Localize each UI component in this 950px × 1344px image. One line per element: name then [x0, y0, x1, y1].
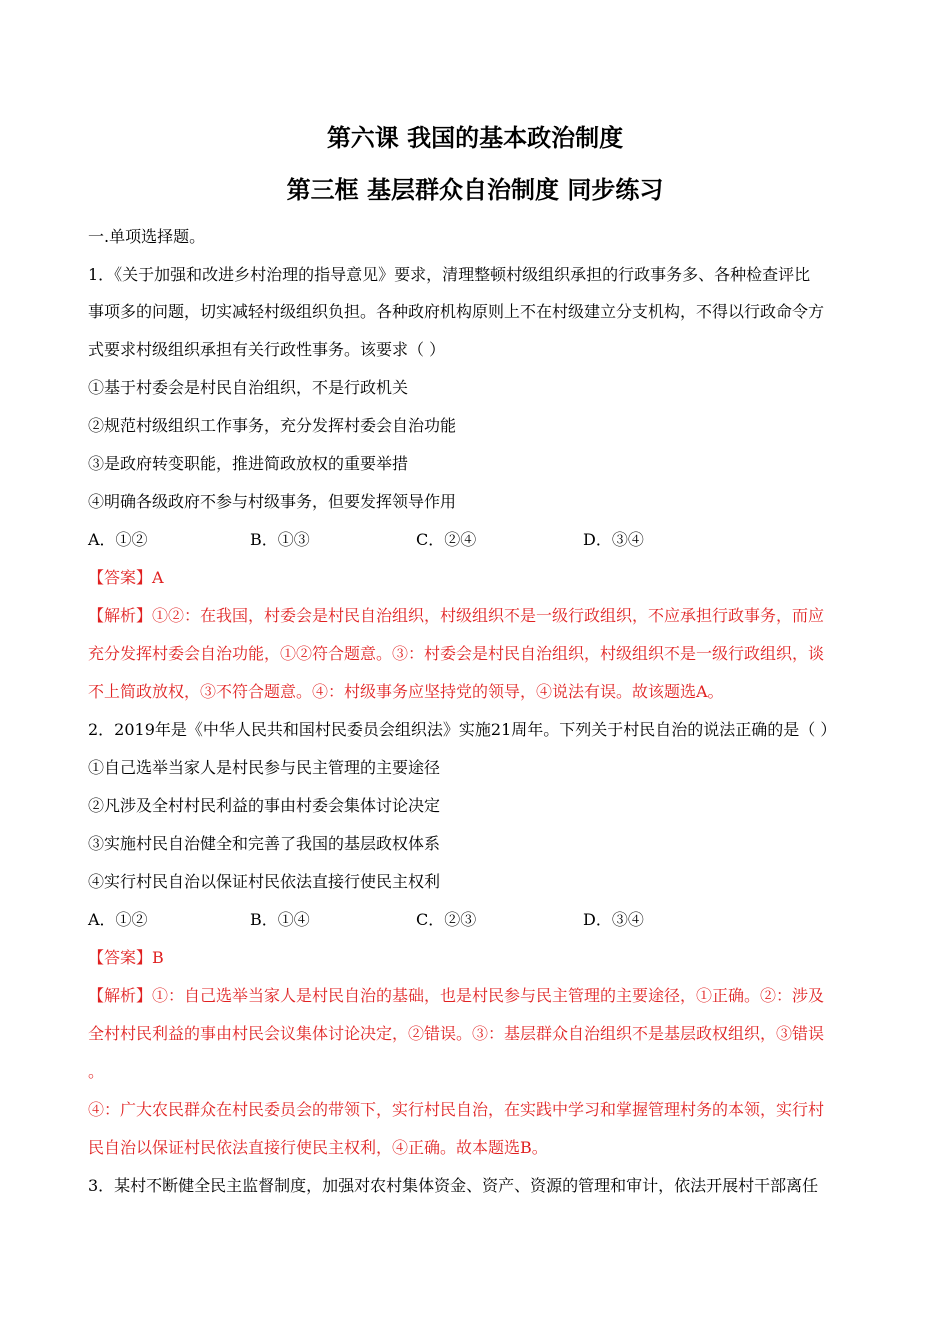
q2-stem-line: 2．2019年是《中华人民共和国村民委员会组织法》实施21周年。下列关于村民自治的说法正确的是（ ）	[88, 720, 837, 739]
analysis-text: ①②：在我国，村委会是村民自治组织，村级组织不是一级行政组织，不应承担行政事务，而应	[152, 606, 825, 625]
q2-analysis-line: 。	[88, 1062, 105, 1081]
q2-statement-4: ④实行村民自治以保证村民依法直接行使民主权利	[88, 872, 441, 891]
q1-analysis-line: 不上简政放权，③不符合题意。④：村级事务应坚持党的领导，④说法有误。故该题选A。	[88, 682, 724, 701]
q1-statement-2: ②规范村级组织工作事务，充分发挥村委会自治功能	[88, 416, 457, 435]
q1-option-a: A．①②	[88, 530, 148, 549]
q1-statement-4: ④明确各级政府不参与村级事务，但要发挥领导作用	[88, 492, 457, 511]
q2-statement-1: ①自己选举当家人是村民参与民主管理的主要途径	[88, 758, 441, 777]
answer-tag: 【答案】	[88, 568, 153, 587]
section-title: 第三框 基层群众自治制度 同步练习	[286, 176, 664, 204]
q1-stem-line: 1．《关于加强和改进乡村治理的指导意见》要求，清理整顿村级组织承担的行政事务多、各种检查评比	[88, 265, 811, 284]
lesson-title: 第六课 我国的基本政治制度	[326, 124, 624, 152]
analysis-tag: 【解析】	[88, 606, 153, 625]
q2-answer	[88, 946, 863, 970]
q1-statement-1: ①基于村委会是村民自治组织，不是行政机关	[88, 378, 409, 397]
q1-analysis-line	[88, 604, 863, 628]
q1-option-c: C．②④	[416, 530, 477, 549]
q1-option-b: B．①③	[250, 530, 310, 549]
analysis-tag: 【解析】	[88, 986, 153, 1005]
q2-statement-3: ③实施村民自治健全和完善了我国的基层政权体系	[88, 834, 441, 853]
q1-statement-3: ③是政府转变职能，推进简政放权的重要举措	[88, 454, 409, 473]
q2-statement-2: ②凡涉及全村村民利益的事由村委会集体讨论决定	[88, 796, 441, 815]
answer-value: A	[152, 568, 164, 587]
q2-analysis-line	[88, 984, 863, 1008]
analysis-text: ①：自己选举当家人是村民自治的基础，也是村民参与民主管理的主要途径，①正确。②：涉及	[152, 986, 825, 1005]
answer-tag: 【答案】	[88, 948, 153, 967]
q2-analysis-line: 全村村民利益的事由村民会议集体讨论决定，②错误。③：基层群众自治组织不是基层政权组织，③错误	[88, 1024, 825, 1043]
q1-stem-line: 事项多的问题，切实减轻村级组织负担。各种政府机构原则上不在村级建立分支机构，不得以行政命令方	[88, 302, 825, 321]
q1-answer	[88, 566, 863, 590]
q1-stem-line: 式要求村级组织承担有关行政性事务。该要求（ ）	[88, 340, 446, 359]
question-type-heading: 一.单项选择题。	[88, 227, 206, 246]
q2-analysis-line: ④：广大农民群众在村民委员会的带领下，实行村民自治，在实践中学习和掌握管理村务的本领，实行村	[88, 1100, 825, 1119]
q2-option-d: D．③④	[583, 910, 644, 929]
answer-value: B	[152, 948, 164, 967]
q2-option-c: C．②③	[416, 910, 477, 929]
q1-option-d: D．③④	[583, 530, 644, 549]
q2-option-a: A．①②	[88, 910, 148, 929]
q3-stem-line: 3．某村不断健全民主监督制度，加强对农村集体资金、资产、资源的管理和审计，依法开展村干部离任	[88, 1176, 819, 1195]
q1-analysis-line: 充分发挥村委会自治功能，①②符合题意。③：村委会是村民自治组织，村级组织不是一级行政组织，谈	[88, 644, 825, 663]
q2-analysis-line: 民自治以保证村民依法直接行使民主权利，④正确。故本题选B。	[88, 1138, 548, 1157]
q2-option-b: B．①④	[250, 910, 310, 929]
